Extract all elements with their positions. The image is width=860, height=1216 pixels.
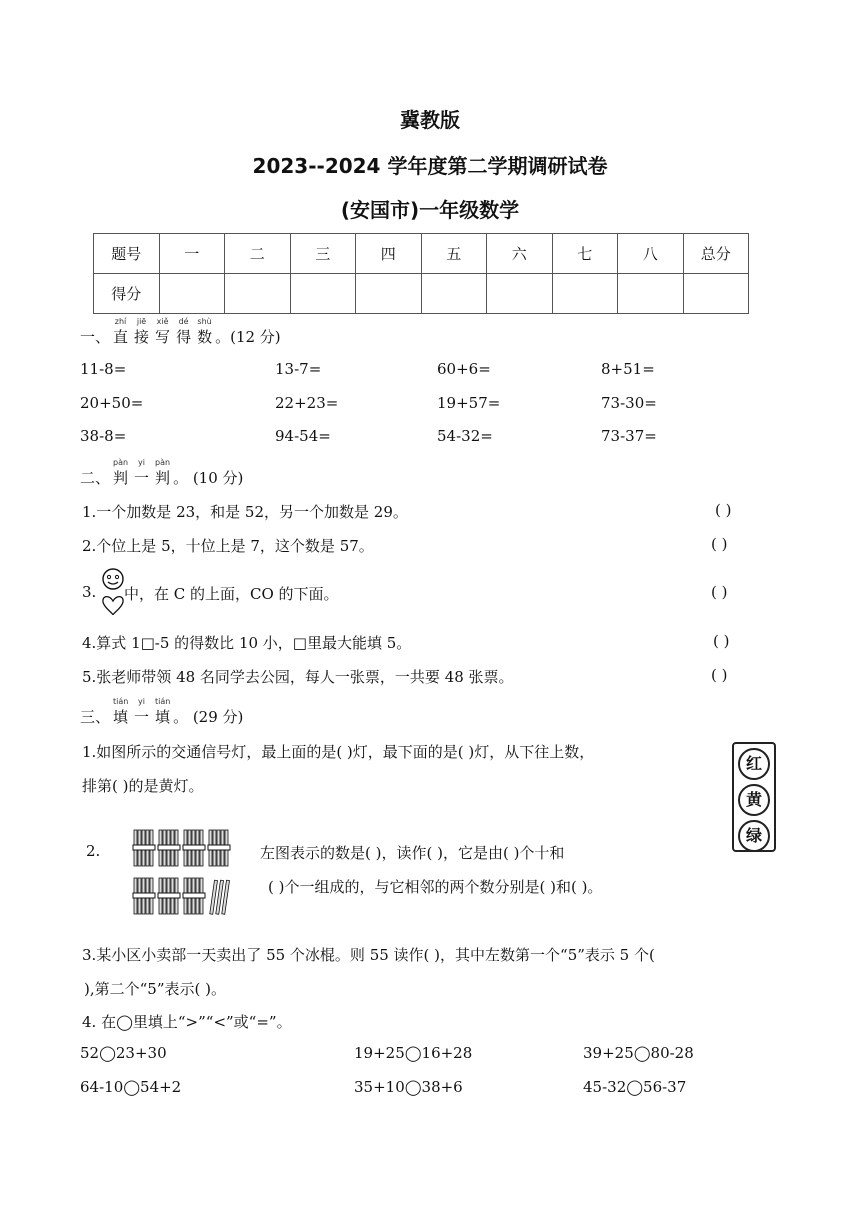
score-table-score-cell xyxy=(290,274,356,314)
judge-answer-bracket: ( ) xyxy=(715,501,732,519)
s3-q1-line1: 1.如图所示的交通信号灯，最上面的是( )灯，最下面的是( )灯，从下往上数， xyxy=(82,743,595,761)
section-3-heading: 三、 tián 填 yi 一 tián 填 。 (29 分) xyxy=(80,697,244,726)
section-2-heading: 二、 pàn 判 yi 一 pàn 判 。 (10 分) xyxy=(80,458,244,487)
pinyin-annotation: xiě xyxy=(156,317,169,326)
score-table-score-cell xyxy=(159,274,225,314)
s3-q2-line1: 左图表示的数是( )，读作( )，它是由( )个十和 xyxy=(260,844,565,862)
arithmetic-item: 73-30= xyxy=(601,394,657,412)
traffic-light-green: 绿 xyxy=(738,820,770,852)
score-table-score-cell xyxy=(356,274,422,314)
s3-q2-number: 2. xyxy=(86,842,101,860)
heading-char: 判 xyxy=(155,469,171,487)
score-table-header-cell: 五 xyxy=(421,234,487,274)
heading-char: 直 xyxy=(113,328,129,346)
arithmetic-item: 19+57= xyxy=(437,394,501,412)
section-1-heading: 一、 zhí 直 jiē 接 xiě 写 dé 得 shù 数 。(12 分) xyxy=(80,317,281,346)
heading-char-with-pinyin xyxy=(155,458,171,488)
score-table-score-cell xyxy=(552,274,618,314)
s3-q2-line2: ( )个一组成的，与它相邻的两个数分别是( )和( )。 xyxy=(268,878,603,896)
traffic-light-yellow: 黄 xyxy=(738,784,770,816)
arithmetic-item: 73-37= xyxy=(601,427,657,445)
heading-char-with-pinyin xyxy=(134,458,150,488)
heading-char: 判 xyxy=(113,469,129,487)
arithmetic-item: 54-32= xyxy=(437,427,493,445)
score-table-header-cell: 总分 xyxy=(683,234,749,274)
pinyin-annotation: shù xyxy=(197,317,212,326)
score-table-score-cell xyxy=(487,274,553,314)
heading-char-with-pinyin xyxy=(176,317,192,347)
heading-char: 填 xyxy=(155,708,171,726)
pinyin-annotation: tián xyxy=(155,697,171,706)
heading-char-with-pinyin xyxy=(113,458,129,488)
heading-char-with-pinyin xyxy=(134,317,150,347)
heading-char: 数 xyxy=(197,328,213,346)
exam-subtitle: (安国市)一年级数学 xyxy=(340,198,520,222)
smiley-heart-icon xyxy=(100,567,126,617)
score-table-header-cell: 一 xyxy=(159,234,225,274)
heading-char: 写 xyxy=(155,328,171,346)
heading-char: 填 xyxy=(113,708,129,726)
s3-q3-line1: 3.某小区小卖部一天卖出了 55 个冰棍。则 55 读作( )，其中左数第一个“5”表示 5 个( xyxy=(82,946,655,964)
stick-bundle xyxy=(158,830,180,866)
score-table-score-cell xyxy=(618,274,684,314)
traffic-light-red: 红 xyxy=(738,748,770,780)
pinyin-annotation: zhí xyxy=(114,317,127,326)
heading-char-with-pinyin xyxy=(134,697,150,727)
stick-bundle xyxy=(183,878,205,914)
judge-answer-bracket: ( ) xyxy=(711,666,728,684)
counting-sticks-icon xyxy=(132,828,240,918)
heading-char: 一 xyxy=(134,708,150,726)
pinyin-annotation: yi xyxy=(138,697,146,706)
compare-item: 35+10◯38+6 xyxy=(354,1078,463,1096)
judge-item-text: 3. xyxy=(82,583,97,601)
compare-item: 64-10◯54+2 xyxy=(80,1078,182,1096)
judge-item-text: 4.算式 1□-5 的得数比 10 小，□里最大能填 5。 xyxy=(82,634,412,652)
heading-char-with-pinyin xyxy=(113,317,129,347)
score-table-header-cell: 四 xyxy=(356,234,422,274)
arithmetic-item: 94-54= xyxy=(275,427,331,445)
stick-bundle xyxy=(183,830,205,866)
stick-bundle xyxy=(133,878,155,914)
score-table-score-cell xyxy=(421,274,487,314)
score-table-score-cell xyxy=(683,274,749,314)
score-table-row-header xyxy=(94,234,749,274)
s3-q1-line2: 排第( )的是黄灯。 xyxy=(82,777,204,795)
edition-title: 冀教版 xyxy=(400,108,460,132)
score-table-score-cell xyxy=(225,274,291,314)
pinyin-annotation: pàn xyxy=(155,458,171,467)
judge-answer-bracket: ( ) xyxy=(711,583,728,601)
arithmetic-item: 13-7= xyxy=(275,360,322,378)
judge-item-text: 2.个位上是 5，十位上是 7，这个数是 57。 xyxy=(82,537,374,555)
pinyin-annotation: yi xyxy=(138,458,146,467)
compare-item: 39+25◯80-28 xyxy=(583,1044,694,1062)
heading-char-with-pinyin xyxy=(197,317,213,347)
judge-item-3-rest: 中，在 C 的上面，CO 的下面。 xyxy=(124,585,339,603)
heading-char: 接 xyxy=(134,328,150,346)
heading-char-with-pinyin xyxy=(113,697,129,727)
compare-item: 19+25◯16+28 xyxy=(354,1044,473,1062)
score-table-row-scores xyxy=(94,274,749,314)
heading-char: 得 xyxy=(176,328,192,346)
score-table-header-cell: 二 xyxy=(225,234,291,274)
arithmetic-item: 11-8= xyxy=(80,360,127,378)
pinyin-annotation: dé xyxy=(178,317,189,326)
pinyin-annotation: pàn xyxy=(113,458,129,467)
score-table-header-cell: 题号 xyxy=(94,234,160,274)
pinyin-annotation: tián xyxy=(113,697,129,706)
score-table-label-cell: 得分 xyxy=(94,274,160,314)
heading-char-with-pinyin xyxy=(155,697,171,727)
traffic-light xyxy=(732,742,776,852)
arithmetic-item: 20+50= xyxy=(80,394,144,412)
exam-title: 2023--2024 学年度第二学期调研试卷 xyxy=(252,154,608,178)
arithmetic-item: 38-8= xyxy=(80,427,127,445)
score-table-header-cell: 七 xyxy=(552,234,618,274)
s3-q4-title: 4. 在◯里填上“>”“<”或“=”。 xyxy=(82,1013,292,1031)
judge-answer-bracket: ( ) xyxy=(711,535,728,553)
stick-bundle xyxy=(208,830,230,866)
arithmetic-item: 8+51= xyxy=(601,360,655,378)
judge-item-text: 5.张老师带领 48 名同学去公园，每人一张票，一共要 48 张票。 xyxy=(82,668,514,686)
score-table-header-cell: 八 xyxy=(618,234,684,274)
compare-item: 45-32◯56-37 xyxy=(583,1078,687,1096)
judge-item-text: 1.一个加数是 23，和是 52，另一个加数是 29。 xyxy=(82,503,408,521)
judge-answer-bracket: ( ) xyxy=(713,632,730,650)
stick-bundle xyxy=(133,830,155,866)
score-table-header-cell: 三 xyxy=(290,234,356,274)
compare-item: 52◯23+30 xyxy=(80,1044,167,1062)
score-table xyxy=(93,233,749,314)
score-table-header-cell: 六 xyxy=(487,234,553,274)
pinyin-annotation: jiē xyxy=(136,317,147,326)
s3-q3-line2: ),第二个“5”表示( )。 xyxy=(84,980,226,998)
heading-char-with-pinyin xyxy=(155,317,171,347)
stick-bundle xyxy=(158,878,180,914)
heading-char: 一 xyxy=(134,469,150,487)
arithmetic-item: 22+23= xyxy=(275,394,339,412)
arithmetic-item: 60+6= xyxy=(437,360,491,378)
